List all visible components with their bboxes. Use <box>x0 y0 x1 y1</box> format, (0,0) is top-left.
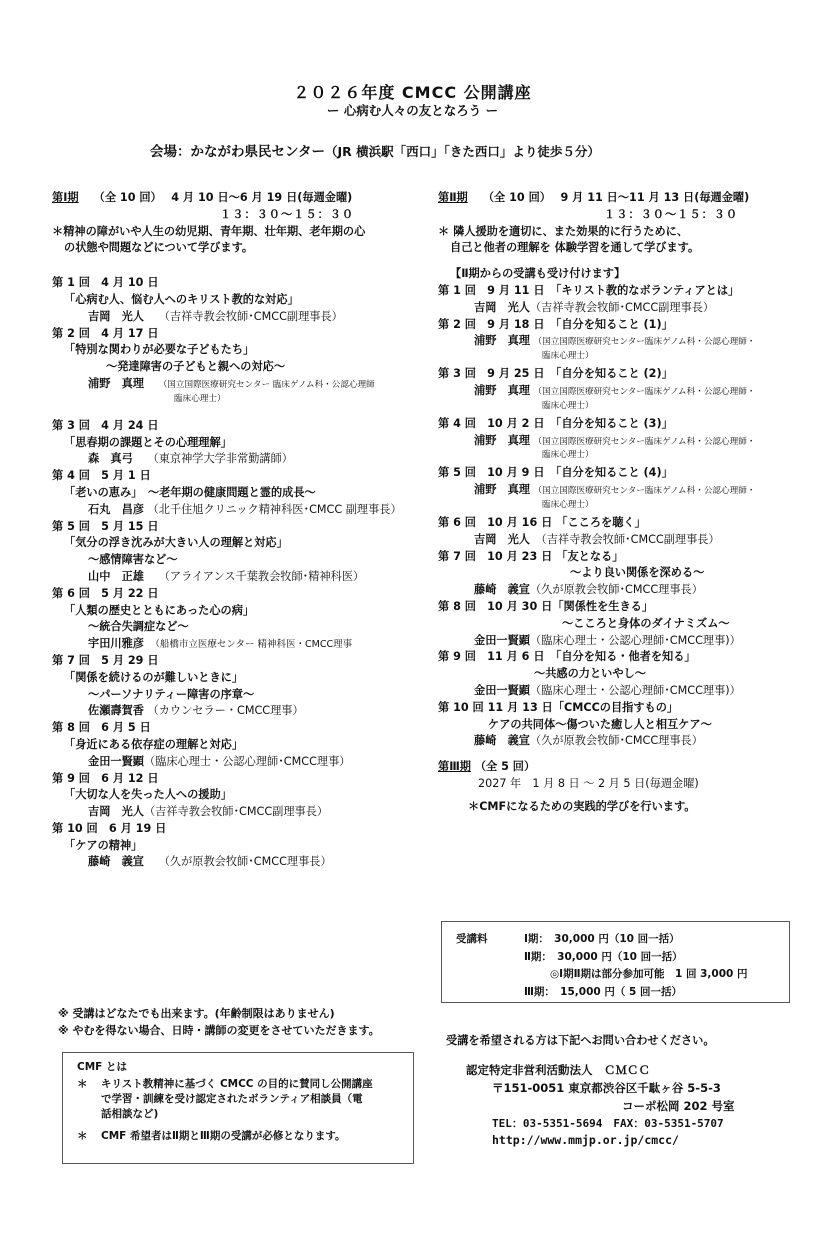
t1-session-3-topic: 「思春期の課題とその心理理解」 <box>64 435 232 449</box>
t2-session-10-role: （久が原教会牧師･CMCC理事長） <box>529 734 703 748</box>
t1-session-4-speaker: 石丸 昌彦 <box>88 502 144 516</box>
t1-session-2-role-2: 臨床心理士） <box>174 393 226 404</box>
t2-session-2-speaker: 浦野 真理 <box>474 334 530 348</box>
cmf-box <box>62 1052 414 1164</box>
term2-time: １３：３０～１５：３０ <box>604 207 739 221</box>
venue-label: 会場 <box>150 144 177 160</box>
t1-session-1-date: 第 1 回 4 月 10 日 <box>52 276 159 290</box>
t1-session-3-role: （東京神学大学非常勤講師） <box>147 452 293 466</box>
t2-session-8-topic: 「関係性を生きる」 <box>552 599 654 613</box>
term3-count: （全 5 回） <box>474 760 536 774</box>
fee-label: 受講料 <box>456 933 488 945</box>
t1-session-8-topic: 「身近にある依存症の理解と対応」 <box>64 737 244 751</box>
t1-session-2-subtopic: ～発達障害の子どもと親への対応～ <box>106 360 286 374</box>
t2-session-4-topic: 「自分を知ること (3)」 <box>555 416 673 430</box>
t2-session-8-speaker: 金田一賢顕 <box>474 633 530 647</box>
t1-session-2-date: 第 2 回 4 月 17 日 <box>52 326 159 340</box>
t2-session-9-role: （臨床心理士・公認心理師･CMCC理事)） <box>529 683 741 697</box>
t2-session-3-speaker: 浦野 真理 <box>474 383 530 397</box>
t2-session-3-date: 第 3 回 9 月 25 日 <box>438 367 545 381</box>
t2-session-2-role-2: 臨床心理士） <box>542 351 594 362</box>
term2-note: 【Ⅱ期からの受講も受け付けます】 <box>450 267 626 281</box>
org-name: 認定特定非営利活動法人 ＣＭＣＣ <box>466 1063 650 1077</box>
t1-session-2-topic: 「特別な関わりが必要な子どもたち」 <box>64 343 255 357</box>
t2-session-9-speaker: 金田一賢顕 <box>474 683 530 697</box>
t2-session-9-date: 第 9 回 11 月 6 日 <box>438 650 545 664</box>
t2-session-3-topic: 「自分を知ること (2)」 <box>555 367 673 381</box>
t2-session-6-topic: 「こころを聴く」 <box>556 515 646 529</box>
term1-count: （全 10 回） <box>93 191 157 204</box>
t1-session-9-topic: 「大切な人を失った人への援助」 <box>64 788 232 802</box>
term3-heading: 第Ⅲ期 <box>438 760 471 774</box>
notes <box>58 1005 380 1039</box>
t2-session-10-subtopic: ケアの共同体～傷ついた癒し人と相互ケア～ <box>488 717 712 731</box>
t1-session-3-speaker: 森 真弓 <box>88 452 133 466</box>
t2-session-10-date: 第 10 回 11 月 13 日 <box>438 700 553 714</box>
term3-dates: 2027 年 1 月 8 日 ～ 2 月 5 日(毎週金曜) <box>478 776 699 790</box>
t1-session-9-role: （吉祥寺教会牧師･CMCC副理事長） <box>143 805 329 819</box>
t1-session-1-topic: 「心病む人、悩む人へのキリスト教的な対応」 <box>64 292 299 306</box>
fee-box <box>441 921 790 1003</box>
t1-session-6-speaker: 宇田川雅彦 <box>88 637 144 651</box>
t2-session-9-topic: 「自分を知る・他者を知る」 <box>555 650 696 664</box>
t2-session-3-role: （国立国際医療研究センター臨床ゲノム科・公認心理師・ <box>533 386 756 397</box>
t1-session-5-date: 第 5 回 5 月 15 日 <box>52 519 159 533</box>
note-1: ※ 受講はどなたでも出来ます。(年齢制限はありません) <box>58 1007 335 1020</box>
t1-session-7-subtopic: ～パーソナリティー障害の序章～ <box>88 687 255 701</box>
term2-section <box>438 190 788 816</box>
t2-session-6-speaker: 吉岡 光人 <box>474 532 530 546</box>
t2-session-10-topic: 「CMCCの目指すもの」 <box>552 700 679 714</box>
t1-session-9-speaker: 吉岡 光人 <box>88 805 144 819</box>
term2-heading: 第Ⅱ期 <box>438 191 468 204</box>
t2-session-4-date: 第 4 回 10 月 2 日 <box>438 416 545 430</box>
t2-session-10-speaker: 藤崎 義宣 <box>474 734 530 748</box>
fee-term2: Ⅱ期： 30,000 円（10 回一括） <box>524 951 683 963</box>
contact-block <box>466 1062 735 1150</box>
t1-session-3-date: 第 3 回 4 月 24 日 <box>52 418 159 432</box>
term3-desc: ＊CMFになるための実践的学びを行います。 <box>468 799 696 813</box>
fee-partial: ◎Ⅰ期Ⅱ期は部分参加可能 1 回 3,000 円 <box>550 968 748 980</box>
t1-session-10-speaker: 藤崎 義宣 <box>88 855 144 869</box>
t1-session-6-role: （船橋市立医療センター 精神科医・CMCC理事 <box>155 639 353 651</box>
t1-session-7-role: （カウンセラー・CMCC理事） <box>147 704 304 718</box>
page-title: ２０２６年度 CMCC 公開講座 <box>293 83 532 102</box>
cmf-bullet-1c: 話相談など) <box>101 1108 159 1121</box>
t2-session-7-subtopic: ～より良い関係を深める～ <box>570 566 705 580</box>
t2-session-6-date: 第 6 回 10 月 16 日 <box>438 515 553 529</box>
page-subtitle: ー 心病む人々の友となろう ー <box>326 103 499 118</box>
t1-session-8-role: （臨床心理士・公認心理師･CMCC理事） <box>143 754 351 768</box>
t1-session-5-topic: 「気分の浮き沈みが大きい人の理解と対応」 <box>64 536 288 550</box>
t1-session-1-speaker: 吉岡 光人 <box>88 309 144 323</box>
t2-session-6-role: （吉祥寺教会牧師･CMCC副理事長） <box>541 532 720 546</box>
t1-session-9-date: 第 9 回 6 月 12 日 <box>52 771 159 785</box>
t2-session-3-role-2: 臨床心理士） <box>542 400 594 411</box>
t2-session-4-role: （国立国際医療研究センター臨床ゲノム科・公認心理師・ <box>533 436 756 447</box>
term2-count: （全 10 回） <box>482 191 546 204</box>
term2-desc-1: ＊ 隣人援助を適切に、また効果的に行うために、 <box>438 224 689 238</box>
note-2: ※ やむを得ない場合、日時・講師の変更をさせていただきます。 <box>58 1024 380 1038</box>
t1-session-8-date: 第 8 回 6 月 5 日 <box>52 721 151 735</box>
website-link[interactable]: http://www.mmjp.or.jp/cmcc/ <box>492 1133 679 1148</box>
t2-session-5-role: （国立国際医療研究センター臨床ゲノム科・公認心理師・ <box>533 486 756 497</box>
t2-session-1-role: （吉祥寺教会牧師･CMCC副理事長） <box>529 300 715 314</box>
t2-session-7-speaker: 藤崎 義宣 <box>474 583 530 597</box>
t1-session-6-date: 第 6 回 5 月 22 日 <box>52 586 159 600</box>
address-line-2: コーポ松岡 202 号室 <box>622 1098 735 1113</box>
term2-dates: 9 月 11 日～11 月 13 日(毎週金曜) <box>560 191 750 204</box>
t1-session-5-subtopic: ～感情障害など～ <box>88 553 178 567</box>
cmf-bullet-1a: キリスト教精神に基づく CMCC の目的に賛同し公開講座 <box>101 1078 373 1090</box>
t2-session-5-speaker: 浦野 真理 <box>474 483 530 497</box>
t1-session-10-topic: 「ケアの精神」 <box>64 838 143 852</box>
t1-session-7-date: 第 7 回 5 月 29 日 <box>52 653 159 667</box>
term1-heading: 第Ⅰ期 <box>52 191 79 204</box>
t2-session-8-subtopic: ～こころと身体のダイナミズム～ <box>562 616 730 630</box>
t2-session-7-role: （久が原教会牧師･CMCC理事長） <box>529 583 703 597</box>
fee-term3: Ⅲ期： 15,000 円（ 5 回一括） <box>524 986 682 998</box>
t1-session-1-role: （吉祥寺教会牧師･CMCC副理事長） <box>158 309 343 323</box>
t2-session-2-role: （国立国際医療研究センター臨床ゲノム科・公認心理師・ <box>533 337 756 348</box>
t1-session-7-topic: 「関係を続けるのが難しいときに」 <box>64 670 244 684</box>
t1-session-2-role: （国立国際医療研究センター 臨床ゲノム科・公認心理師 <box>158 379 375 390</box>
t1-session-5-speaker: 山中 正雄 <box>88 569 144 583</box>
t2-session-7-date: 第 7 回 10 月 23 日 <box>438 549 553 563</box>
t1-session-8-speaker: 金田一賢顕 <box>88 754 144 768</box>
t2-session-1-topic: 「キリスト教的なボランティアとは」 <box>555 283 740 297</box>
t1-session-5-role: （アライアンス千葉教会牧師･精神科医） <box>158 569 365 583</box>
t2-session-4-speaker: 浦野 真理 <box>474 433 530 447</box>
contact-intro: 受講を希望される方は下記へお問い合わせください。 <box>446 1034 715 1047</box>
t1-session-6-subtopic: ～統合失調症など～ <box>88 620 189 634</box>
phone-fax: TEL：03-5351-5694 FAX：03-5351-5707 <box>492 1117 724 1131</box>
term1-time: １３：３０～１５：３０ <box>220 207 355 221</box>
address-line-1: 〒151-0051 東京都渋谷区千駄ヶ谷 5-5-3 <box>492 1080 721 1095</box>
t2-session-8-role: （臨床心理士・公認心理師･CMCC理事)） <box>529 633 741 647</box>
t1-session-10-role: （久が原教会牧師･CMCC理事長） <box>158 855 332 869</box>
t2-session-2-date: 第 2 回 9 月 18 日 <box>438 317 545 331</box>
t1-session-2-speaker: 浦野 真理 <box>88 376 144 390</box>
t2-session-9-subtopic: ～共感の力といやし～ <box>534 667 646 681</box>
asterisk-icon: ＊ <box>77 1078 88 1090</box>
venue <box>150 140 600 160</box>
venue-access: （JR 横浜駅「西口」「きた西口」より徒歩５分） <box>324 144 600 159</box>
t2-session-5-role-2: 臨床心理士） <box>542 499 594 510</box>
t2-session-2-topic: 「自分を知ること (1)」 <box>555 317 673 331</box>
term1-dates: 4 月 10 日～6 月 19 日(毎週金曜) <box>171 191 353 204</box>
cmf-bullet-2: CMF 希望者はⅡ期とⅢ期の受講が必修となります。 <box>101 1130 346 1142</box>
t2-session-5-date: 第 5 回 10 月 9 日 <box>438 466 545 480</box>
asterisk-icon: ＊ <box>77 1130 88 1142</box>
t1-session-7-speaker: 佐瀬壽賀香 <box>88 704 144 718</box>
cmf-bullet-1b: で学習・訓練を受け認定されたボランティア相談員（電 <box>101 1093 363 1106</box>
t1-session-6-topic: 「人類の歴史とともにあった心の病」 <box>64 603 255 617</box>
term1-desc-2: の状態や問題などについて学びます。 <box>64 241 254 255</box>
cmf-title: CMF とは <box>77 1061 127 1073</box>
t1-session-10-date: 第 10 回 6 月 19 日 <box>52 821 167 835</box>
t2-session-5-topic: 「自分を知ること (4)」 <box>555 466 673 480</box>
t1-session-4-date: 第 4 回 5 月 1 日 <box>52 469 151 483</box>
t2-session-1-speaker: 吉岡 光人 <box>474 300 530 314</box>
t2-session-4-role-2: 臨床心理士） <box>542 450 594 461</box>
t2-session-7-topic: 「友となる」 <box>556 549 624 563</box>
t2-session-8-date: 第 8 回 10 月 30 日 <box>438 599 553 613</box>
t1-session-4-role: （北千住旭クリニック精神科医･CMCC 副理事長） <box>147 502 402 516</box>
venue-name: ：かながわ県民センター <box>177 144 325 160</box>
term1-desc-1: ＊精神の障がいや人生の幼児期、青年期、壮年期、老年期の心 <box>52 224 366 238</box>
term2-desc-2: 自己と他者の理解を 体験学習を通して学びます。 <box>450 241 700 255</box>
fee-term1: Ⅰ期： 30,000 円（10 回一括） <box>524 933 680 945</box>
t1-session-4-topic: 「老いの恵み」 ～老年期の健康問題と霊的成長～ <box>64 485 316 499</box>
term1-section <box>52 190 422 871</box>
t2-session-1-date: 第 1 回 9 月 11 日 <box>438 283 545 297</box>
term3-section <box>438 759 788 776</box>
